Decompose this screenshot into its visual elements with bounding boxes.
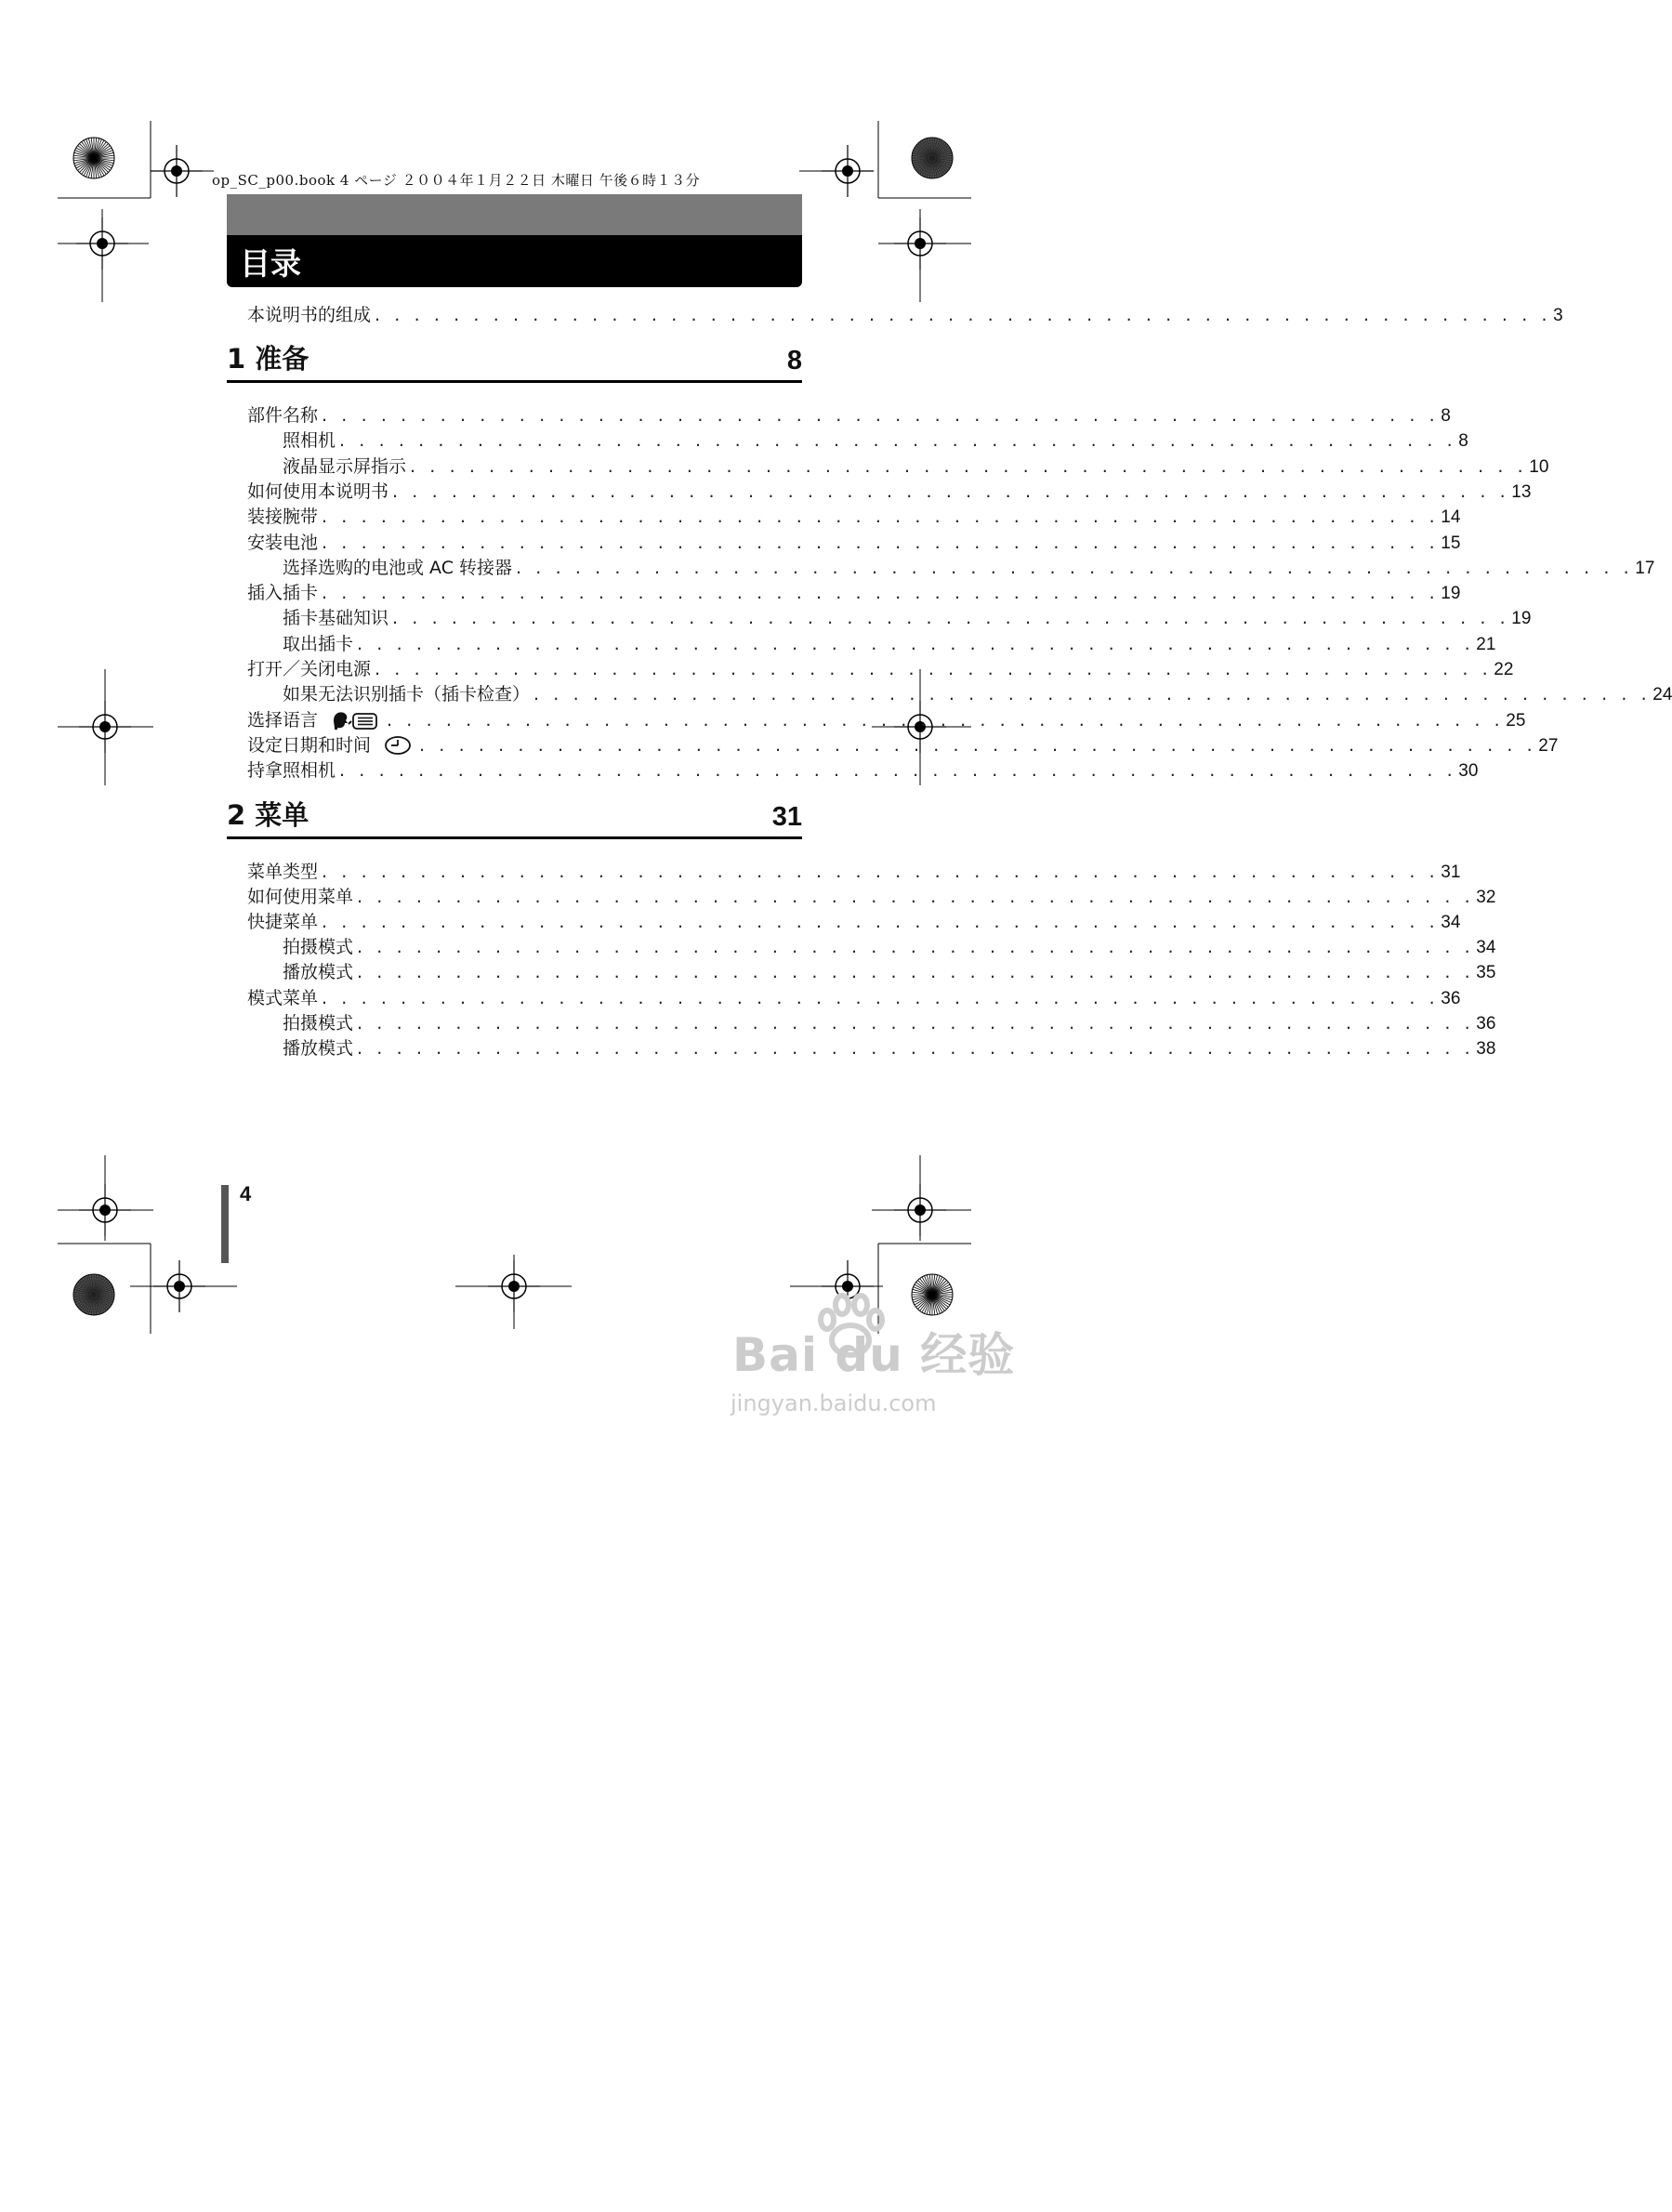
toc-entry-page: 10 [1529, 456, 1549, 477]
toc-entry[interactable] [247, 758, 1479, 783]
toc-entry-page: 17 [1635, 558, 1655, 578]
leader-dots: . . . . . . . . . . . . . . . . . . . . . . . . . . . . . . . . . . . . . . . . . . . . . . . . . . . . . . . . . [357, 937, 1475, 958]
section-page: 8 [786, 346, 802, 375]
page-number-bar [221, 1185, 229, 1263]
leader-dots: . . . . . . . . . . . . . . . . . . . . . . . . . . . . . . . . . . . . . . . . . . . . . . . . . . . . . . . . . [322, 507, 1440, 528]
page-number: 4 [240, 1182, 252, 1205]
toc-entry-page: 8 [1441, 406, 1451, 426]
toc-entry-label: 模式菜单 [247, 987, 319, 1008]
leader-dots: . . . . . . . . . . . . . . . . . . . . . . . . . . . . . . . . . . . . . . . . . . . . . . . . . . . . . . . . . [419, 734, 1537, 756]
toc-entry-label: 播放模式 [283, 1037, 354, 1059]
toc-entry-label: 照相机 [283, 430, 336, 452]
toc-entry[interactable] [247, 986, 1461, 1010]
watermark-url: jingyan.baidu.com [731, 1390, 937, 1416]
section-page: 31 [771, 802, 802, 832]
registration-mark [79, 701, 131, 753]
toc-entry[interactable] [247, 885, 1496, 909]
toc-entry-page: 32 [1476, 888, 1496, 908]
toc-entry-page: 3 [1553, 306, 1563, 325]
toc-entry-label: 快捷菜单 [247, 912, 319, 933]
leader-dots: . . . . . . . . . . . . . . . . . . . . . . . . . . . . . . . . . . . . . . . . . . . . . . . . . . . . . . . . . [375, 659, 1493, 679]
page-title: 目录 [240, 245, 301, 282]
title-band-bottom [227, 235, 802, 287]
toc-entry-label: 插卡基础知识 [283, 608, 389, 629]
toc-entry-page: 27 [1538, 735, 1559, 756]
toc-entry[interactable] [247, 581, 1461, 605]
star-target-mark [912, 138, 953, 178]
toc-entry-page: 14 [1441, 507, 1461, 528]
title-band-top [227, 194, 802, 235]
toc-entry-page: 35 [1476, 963, 1496, 983]
toc-entry-page: 24 [1652, 685, 1672, 705]
registration-mark [153, 1260, 205, 1312]
leader-dots: . . . . . . . . . . . . . . . . . . . . . . . . . . . . . . . . . . . . . . . . . . . . . . . . . . . . . . . . . [322, 532, 1440, 553]
leader-dots: . . . . . . . . . . . . . . . . . . . . . . . . . . . . . . . . . . . . . . . . . . . . . . . . . . . . . . . . . [357, 1037, 1475, 1059]
toc-title-band [227, 194, 802, 287]
registration-mark [894, 1184, 946, 1236]
section-heading[interactable] [227, 797, 802, 839]
toc-entry-label: 如何使用本说明书 [247, 481, 389, 502]
leader-dots: . . . . . . . . . . . . . . . . . . . . . . . . . . . . . . . . . . . . . . . . . . . . . . . . . . . . . . . . . [322, 987, 1440, 1008]
toc-entry-page: 19 [1441, 584, 1461, 604]
toc-entry-page: 34 [1476, 938, 1496, 958]
toc-entry[interactable] [247, 708, 1526, 732]
toc-entry-label: 安装电池 [247, 532, 319, 553]
leader-dots: . . . . . . . . . . . . . . . . . . . . . . . . . . . . . . . . . . . . . . . . . . . . . . . . . . . . . . . . . [516, 557, 1634, 578]
leader-dots: . . . . . . . . . . . . . . . . . . . . . . . . . . . . . . . . . . . . . . . . . . . . . . . . . . . . . . . . . [322, 912, 1440, 933]
toc-intro-entry[interactable] [247, 303, 1563, 327]
toc-entry-page: 30 [1458, 761, 1479, 782]
toc-entry[interactable] [247, 910, 1461, 934]
toc-entry-label: 装接腕带 [247, 507, 319, 528]
toc-entry-page: 36 [1476, 1013, 1496, 1034]
print-header: op_SC_p00.book 4 ページ ２００４年１月２２日 木曜日 午後６時１３分 [212, 172, 701, 189]
star-target-mark [73, 1274, 114, 1315]
leader-dots: . . . . . . . . . . . . . . . . . . . . . . . . . . . . . . . . . . . . . . . . . . . . . . . . . . . . . . . . . [357, 633, 1475, 654]
toc-entry-page: 19 [1511, 609, 1532, 629]
toc-entry-label: 取出插卡 [283, 633, 354, 654]
toc-entry-label: 本说明书的组成 [247, 305, 372, 325]
toc-entry[interactable] [247, 505, 1461, 529]
toc-entry-label: 打开／关闭电源 [247, 659, 372, 679]
toc-entry-label: 播放模式 [283, 962, 354, 983]
toc-entry-label: 持拿照相机 [247, 760, 336, 782]
toc-entry-page: 21 [1476, 634, 1496, 654]
leader-dots: . . . . . . . . . . . . . . . . . . . . . . . . . . . . . . . . . . . . . . . . . . . . . . . . . . . . . . . . . [339, 760, 1457, 782]
toc-entry-label: 拍摄模式 [283, 1012, 354, 1034]
toc-entry-label: 如何使用菜单 [247, 887, 354, 908]
leader-dots: . . . . . . . . . . . . . . . . . . . . . . . . . . . . . . . . . . . . . . . . . . . . . . . . . . . . . . . . . [357, 962, 1475, 983]
leader-dots: . . . . . . . . . . . . . . . . . . . . . . . . . . . . . . . . . . . . . . . . . . . . . . . . . . . . . . . . . [322, 583, 1440, 604]
leader-dots: . . . . . . . . . . . . . . . . . . . . . . . . . . . . . . . . . . . . . . . . . . . . . . . . . . . . . . . . . [392, 481, 1510, 502]
toc-entry[interactable] [247, 657, 1514, 681]
toc-entry[interactable] [247, 733, 1559, 757]
toc-entry-page: 13 [1511, 481, 1532, 502]
toc-entry-page: 25 [1506, 710, 1526, 731]
registration-mark [79, 1184, 131, 1236]
leader-dots: . . . . . . . . . . . . . . . . . . . . . . . . . . . . . . . . . . . . . . . . . . . . . . . . . . . . . . . . . [387, 709, 1505, 731]
leader-dots: . . . . . . . . . . . . . . . . . . . . . . . . . . . . . . . . . . . . . . . . . . . . . . . . . . . . . . . . . . . . [375, 305, 1552, 325]
leader-dots: . . . . . . . . . . . . . . . . . . . . . . . . . . . . . . . . . . . . . . . . . . . . . . . . . . . . . . . . . [357, 887, 1475, 908]
toc-subentry[interactable] [283, 606, 1532, 630]
toc-entry-page: 22 [1494, 660, 1514, 679]
leader-dots: . . . . . . . . . . . . . . . . . . . . . . . . . . . . . . . . . . . . . . . . . . . . . . . . . . . . . . . . . [410, 455, 1528, 477]
toc-entry-page: 38 [1476, 1038, 1496, 1059]
toc-entry-label: 菜单类型 [247, 862, 319, 882]
toc-subentry[interactable] [283, 1011, 1496, 1035]
section-title: 2 菜单 [227, 799, 309, 831]
toc-entry-page: 34 [1441, 913, 1461, 933]
toc-entry-label: 选择选购的电池或 AC 转接器 [283, 557, 513, 578]
leader-dots: . . . . . . . . . . . . . . . . . . . . . . . . . . . . . . . . . . . . . . . . . . . . . . . . . . . . . . . . . [357, 1012, 1475, 1034]
toc-subentry[interactable] [283, 632, 1496, 656]
leader-dots: . . . . . . . . . . . . . . . . . . . . . . . . . . . . . . . . . . . . . . . . . . . . . . . . . . . . . . . . . [533, 684, 1652, 705]
star-target-mark [912, 1274, 953, 1315]
toc-entry-label: 设定日期和时间 [247, 734, 372, 756]
leader-dots: . . . . . . . . . . . . . . . . . . . . . . . . . . . . . . . . . . . . . . . . . . . . . . . . . . . . . . . . . [392, 608, 1510, 629]
toc-entry-label: 如果无法识别插卡（插卡检查） [283, 684, 531, 705]
clock-icon [384, 735, 412, 756]
toc-entry[interactable] [247, 480, 1532, 504]
toc-entry[interactable] [247, 860, 1461, 884]
toc-subentry[interactable] [283, 960, 1496, 984]
toc-entry-page: 36 [1441, 988, 1461, 1008]
toc-entry-label: 液晶显示屏指示 [283, 455, 407, 477]
toc-subentry[interactable] [283, 682, 1672, 706]
toc-entry-label: 插入插卡 [247, 583, 319, 604]
registration-mark [151, 145, 203, 197]
toc-entry-label: 拍摄模式 [283, 937, 354, 958]
watermark-brand: Bai du 经验 [732, 1328, 1016, 1382]
leader-dots: . . . . . . . . . . . . . . . . . . . . . . . . . . . . . . . . . . . . . . . . . . . . . . . . . . . . . . . . . [339, 430, 1457, 452]
toc-entry-label: 选择语言 [247, 709, 319, 731]
leader-dots: . . . . . . . . . . . . . . . . . . . . . . . . . . . . . . . . . . . . . . . . . . . . . . . . . . . . . . . . . [322, 862, 1440, 882]
registration-mark [488, 1260, 540, 1312]
toc-entry[interactable] [247, 531, 1461, 555]
toc-entry-label: 部件名称 [247, 405, 319, 426]
toc-subentry[interactable] [283, 935, 1496, 959]
registration-mark [822, 145, 874, 197]
registration-mark [76, 217, 128, 270]
toc-subentry[interactable] [283, 428, 1468, 453]
registration-mark [894, 217, 946, 270]
leader-dots: . . . . . . . . . . . . . . . . . . . . . . . . . . . . . . . . . . . . . . . . . . . . . . . . . . . . . . . . . [322, 405, 1440, 426]
toc-subentry[interactable] [283, 454, 1549, 479]
language-icon [331, 710, 379, 731]
toc-entry-page: 15 [1441, 533, 1461, 553]
toc-entry-page: 31 [1441, 862, 1461, 882]
section-title: 1 准备 [227, 343, 309, 375]
toc-subentry[interactable] [283, 1036, 1496, 1060]
toc-entry[interactable] [247, 403, 1451, 428]
toc-subentry[interactable] [283, 556, 1655, 580]
toc-entry-page: 8 [1458, 431, 1468, 452]
section-heading[interactable] [227, 341, 802, 383]
star-target-mark [73, 138, 114, 178]
